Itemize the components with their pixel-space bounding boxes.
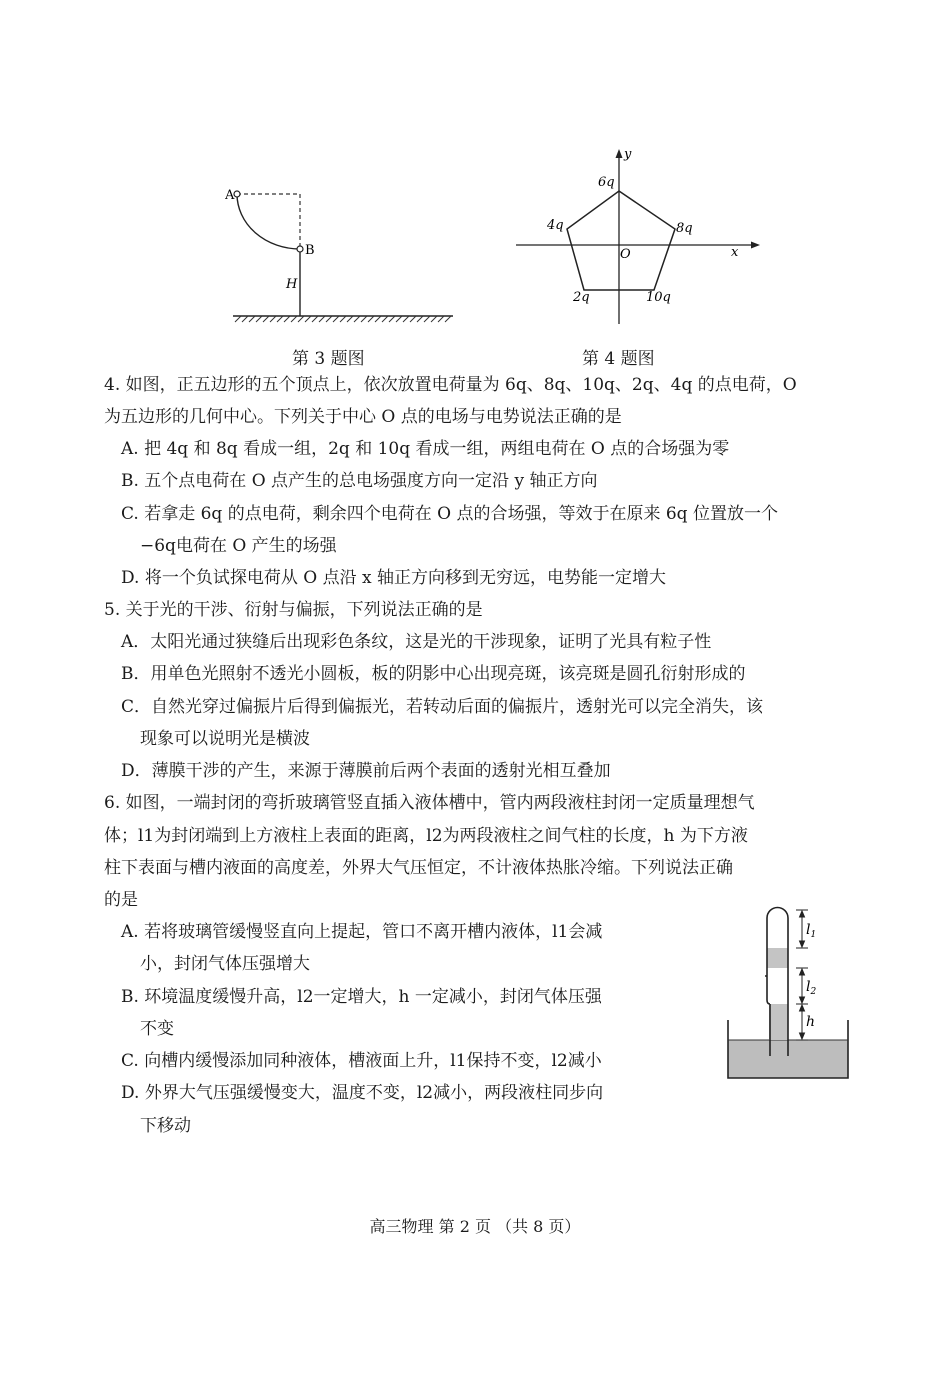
q6-option-d-line-1: D. 外界大气压强缓慢变大，温度不变，l2减小，两段液柱同步向 — [121, 1083, 604, 1103]
q6-option-b-line-1: B. 环境温度缓慢升高，l2一定增大，h 一定减小，封闭气体压强 — [121, 987, 602, 1007]
label-x: x — [731, 245, 739, 260]
charge-6q: 6q — [598, 175, 615, 190]
q6-option-a-line-2: 小，封闭气体压强增大 — [140, 954, 310, 974]
charge-2q: 2q — [573, 290, 590, 305]
q5-option-a: A．太阳光通过狭缝后出现彩色条纹，这是光的干涉现象，证明了光具有粒子性 — [121, 632, 712, 652]
pentagon — [567, 191, 675, 290]
q4-option-c-line-1: C. 若拿走 6q 的点电荷，剩余四个电荷在 O 点的合场强，等效于在原来 6q 位置放一个 — [121, 504, 778, 524]
q5-option-d: D．薄膜干涉的产生，来源于薄膜前后两个表面的透射光相互叠加 — [121, 761, 611, 781]
x-axis-arrow — [751, 242, 760, 249]
q4-option-b: B. 五个点电荷在 O 点产生的总电场强度方向一定沿 y 轴正方向 — [121, 471, 598, 491]
figure-4 — [512, 144, 767, 329]
q5-stem: 5. 关于光的干涉、衍射与偏振，下列说法正确的是 — [104, 600, 483, 620]
q4-stem-line-2: 为五边形的几何中心。下列关于中心 O 点的电场与电势说法正确的是 — [104, 407, 622, 427]
label-h: h — [806, 1014, 816, 1030]
arc-track — [237, 194, 300, 249]
point-A — [234, 191, 240, 197]
page-footer: 高三物理 第 2 页 （共 8 页） — [369, 1217, 581, 1236]
q6-option-a-line-1: A. 若将玻璃管缓慢竖直向上提起，管口不离开槽内液体，l1会减 — [121, 922, 603, 942]
label-A: A — [225, 188, 235, 203]
label-O: O — [620, 247, 631, 262]
ground-hatch — [235, 316, 451, 322]
charge-8q: 8q — [676, 221, 693, 236]
y-axis-arrow — [616, 149, 623, 158]
q6-option-c: C. 向槽内缓慢添加同种液体，槽液面上升，l1保持不变，l2减小 — [121, 1051, 602, 1071]
label-B: B — [305, 243, 315, 258]
q4-option-a: A. 把 4q 和 8q 看成一组，2q 和 10q 看成一组，两组电荷在 O 点的合场强为零 — [121, 439, 730, 459]
q6-option-b-line-2: 不变 — [140, 1019, 174, 1039]
figure-3 — [225, 178, 460, 326]
charge-4q: 4q — [547, 218, 564, 233]
q6-stem-line-1: 6. 如图，一端封闭的弯折玻璃管竖直插入液体槽中，管内两段液柱封闭一定质量理想气 — [104, 793, 755, 813]
q5-option-c-line-1: C．自然光穿过偏振片后得到偏振光，若转动后面的偏振片，透射光可以完全消失，该 — [121, 697, 764, 717]
q4-stem-line-1: 4. 如图，正五边形的五个顶点上，依次放置电荷量为 6q、8q、10q、2q、4q 的点电荷，O — [104, 375, 797, 395]
q6-stem-line-3: 柱下表面与槽内液面的高度差，外界大气压恒定，不计液体热胀冷缩。下列说法正确 — [104, 858, 733, 878]
label-H: H — [286, 277, 298, 292]
q4-option-c-line-2: −6q电荷在 O 产生的场强 — [140, 536, 337, 556]
q6-option-d-line-2: 下移动 — [140, 1116, 191, 1136]
q5-option-c-line-2: 现象可以说明光是横波 — [140, 729, 310, 749]
point-B — [297, 246, 303, 252]
figure-3-caption: 第 3 题图 — [292, 349, 365, 369]
figure-6 — [722, 900, 862, 1085]
q6-stem-line-4: 的是 — [104, 890, 138, 910]
label-l1: $l_1$ — [806, 922, 817, 940]
q4-option-d: D. 将一个负试探电荷从 O 点沿 x 轴正方向移到无穷远，电势能一定增大 — [121, 568, 666, 588]
lower-liquid-column — [769, 1004, 788, 1040]
label-l2: $l_2$ — [806, 979, 817, 997]
q6-stem-line-2: 体；l1为封闭端到上方液柱上表面的距离，l2为两段液柱之间气柱的长度，h 为下方液 — [104, 826, 748, 846]
charge-10q: 10q — [646, 290, 671, 305]
label-y: y — [624, 147, 632, 162]
figure-4-caption: 第 4 题图 — [582, 349, 655, 369]
q5-option-b: B．用单色光照射不透光小圆板，板的阴影中心出现亮斑，该亮斑是圆孔衍射形成的 — [121, 664, 746, 684]
upper-liquid-column — [767, 948, 788, 968]
